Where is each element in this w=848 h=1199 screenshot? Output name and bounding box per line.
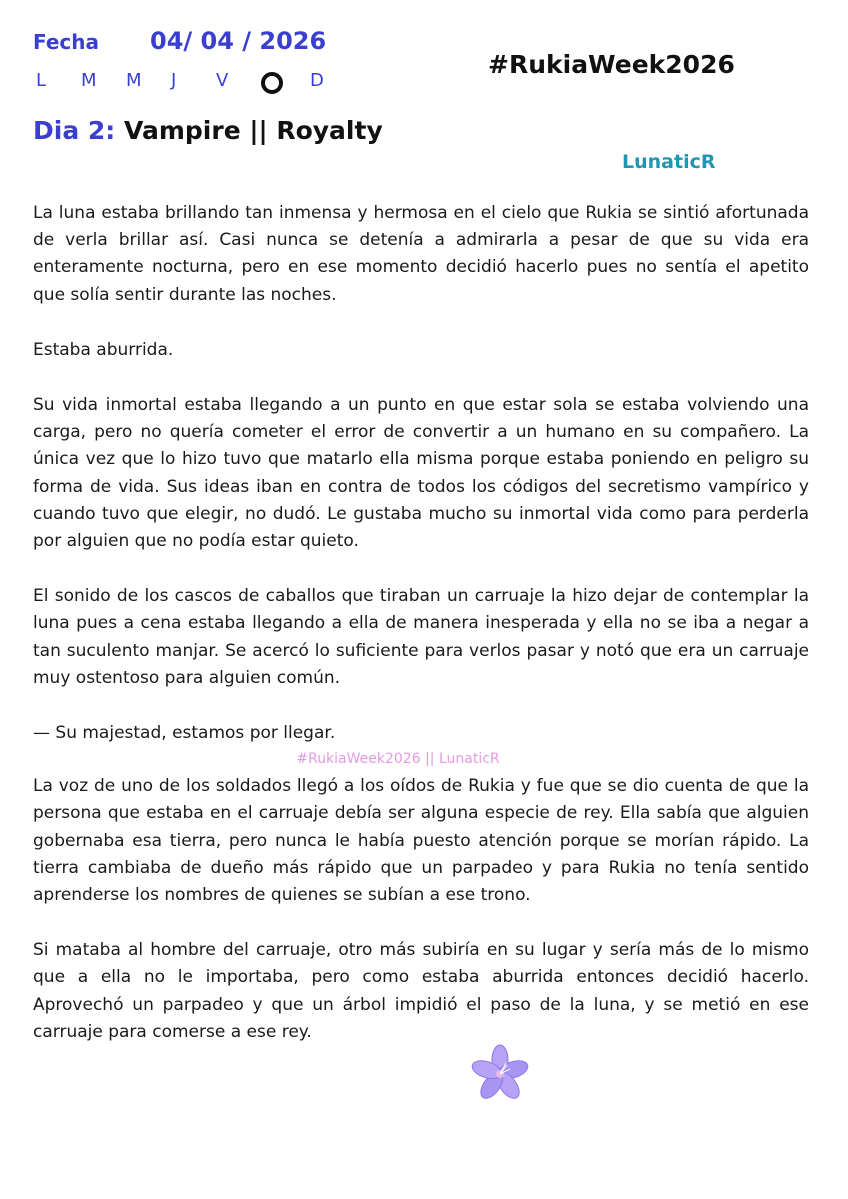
author-name: LunaticR [622,151,716,173]
weekday-thursday: J [171,70,177,91]
story-paragraph: El sonido de los cascos de caballos que tiraban un carruaje la hizo dejar de contemplar la luna pues a cena estaba llegando a ella de manera inesperada y ella no se iba a negar a tan suculento manjar. Se acercó lo suficiente para verlos pasar y notó que era un carruaje muy ostentoso para alguien común. [33,586,809,688]
weekday-friday: V [216,70,229,91]
weekday-tuesday: M [81,70,97,91]
weekday-sunday: D [310,70,324,91]
page-title [33,116,383,145]
weekday-monday: L [36,70,47,91]
weekday-selector [36,70,355,94]
weekday-wednesday: M [126,70,142,91]
story-paragraph: La luna estaba brillando tan inmensa y hermosa en el cielo que Rukia se sintió afortunada de verla brillar así. Casi nunca se detenía a admirarla a pesar de que su vida era enteramente nocturna, pero en ese momento decidió hacerlo pues no sentía el apetito que solía sentir durante las noches. [33,203,809,305]
flower-icon [470,1043,530,1105]
title-prompt: Vampire || Royalty [124,116,383,145]
story-paragraph: Su vida inmortal estaba llegando a un punto en que estar sola se estaba volviendo una carga, pero no quería cometer el error de convertir a un humano en su compañero. La única vez que lo hizo tuvo que matarlo ella misma porque estaba poniendo en peligro su forma de vida. Sus ideas iban en contra de todos los códigos del secretismo vampírico y cuando tuvo que elegir, no dudó. Le gustaba mucho su inmortal vida como para perderla por alguien que no podía estar quieto. [33,395,809,552]
watermark: #RukiaWeek2026 || LunaticR [296,751,500,768]
title-day-prefix: Dia 2: [33,116,116,145]
date-label: Fecha [33,30,100,54]
weekday-saturday-selected [261,72,283,94]
story-body [33,200,809,1074]
date-value: 04/ 04 / 2026 [150,27,327,55]
story-paragraph: Estaba aburrida. [33,339,174,360]
event-hashtag: #RukiaWeek2026 [488,50,735,79]
story-paragraph: Si mataba al hombre del carruaje, otro más subiría en su lugar y sería más de lo mismo que a ella no le importaba, pero como estaba aburrida entonces decidió hacerlo. Aprovechó un parpadeo y que un árbol impidió el paso de la luna, y se metió en ese carruaje para comerse a ese rey. [33,940,809,1042]
story-paragraph: La voz de uno de los soldados llegó a los oídos de Rukia y fue que se dio cuenta de que la persona que estaba en el carruaje debía ser alguna especie de rey. Ella sabía que alguien gobernaba esa tierra, pero nunca le había puesto atención porque se morían rápido. La tierra cambiaba de dueño más rápido que un parpadeo y para Rukia no tenía sentido aprenderse los nombres de quienes se subían a ese trono. [33,776,809,906]
story-paragraph: — Su majestad, estamos por llegar. [33,723,336,744]
